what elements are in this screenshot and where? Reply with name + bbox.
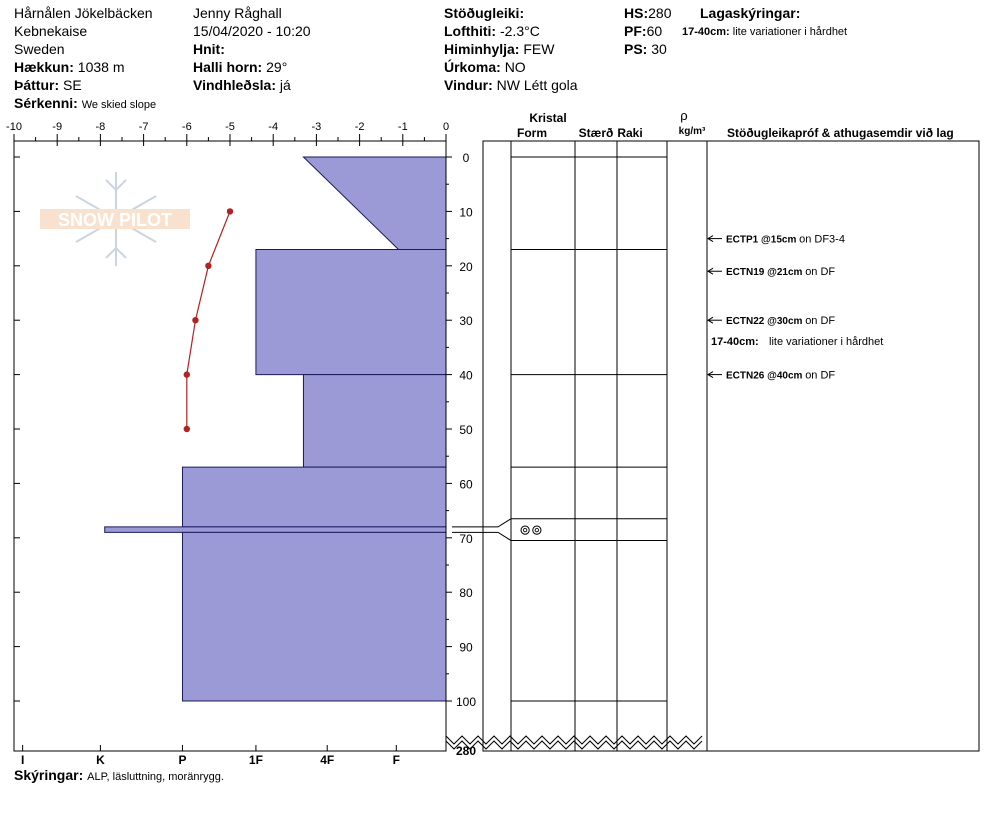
hardness-tick-label: F xyxy=(392,753,400,767)
grain-symbol: ⊚⊚ xyxy=(519,521,543,538)
aspect-label: Þáttur: xyxy=(14,77,60,93)
temperature-point xyxy=(192,317,198,323)
temp-tick-label: -4 xyxy=(268,121,279,133)
temperature-point xyxy=(184,371,190,377)
moisture-header: Raki xyxy=(617,126,643,140)
depth-tick-label: 10 xyxy=(459,205,473,220)
area: Kebnekaise xyxy=(14,23,88,39)
tests-header: Stöðugleikapróf & athugasemdir við lag xyxy=(727,126,954,140)
size-header: Stærð xyxy=(578,126,614,140)
country: Sweden xyxy=(14,41,65,57)
hardness-layers xyxy=(105,157,446,701)
temp-tick-label: -6 xyxy=(181,121,192,133)
hardness-layer xyxy=(182,467,446,527)
pf-label: PF: xyxy=(624,23,647,39)
crystal-header: Kristal xyxy=(529,111,567,125)
temp-tick-label: -7 xyxy=(138,121,149,133)
depth-tick-label: 40 xyxy=(459,368,473,383)
depth-tick-label: 20 xyxy=(459,259,473,274)
footer-notes-text: ALP, läsluttning, moränrygg. xyxy=(87,771,224,783)
depth-tick-label: 30 xyxy=(459,314,473,329)
depth-tick-label: 70 xyxy=(459,531,473,546)
depth-tick-label: 80 xyxy=(459,586,473,601)
form-header: Form xyxy=(517,126,547,140)
hardness-layer xyxy=(256,249,446,374)
test-label: ECTN19 @21cm xyxy=(726,267,803,279)
temp-tick-label: -3 xyxy=(311,121,322,133)
elevation-value: 1038 m xyxy=(77,59,125,75)
windload-value: já xyxy=(279,77,291,93)
hardness-layer xyxy=(182,532,446,701)
layer-comment-range: 17-40cm: xyxy=(711,336,759,348)
airtemp-label: Lofthiti: xyxy=(444,23,497,39)
pf-value: 60 xyxy=(646,23,663,39)
temp-tick-label: 0 xyxy=(442,121,450,133)
hardness-tick-label: K xyxy=(96,753,105,767)
rho-unit: kg/m³ xyxy=(678,126,706,137)
test-label: ECTP1 @15cm xyxy=(726,234,797,246)
windload-label: Vindhleðsla: xyxy=(193,77,276,93)
hardness-tick-label: 4F xyxy=(320,753,335,767)
slope-value: 29° xyxy=(266,59,288,75)
observer: Jenny Råghall xyxy=(193,5,282,21)
layer-connector xyxy=(483,519,511,527)
layer-notes-label: Lagaskýringar: xyxy=(700,5,801,21)
temperature-profile xyxy=(184,208,234,432)
temp-tick-label: -9 xyxy=(52,121,63,133)
hardness-tick-label: 1F xyxy=(248,753,263,767)
depth-tick-label: 100 xyxy=(455,695,477,709)
test-note: on DF xyxy=(805,315,836,328)
ps-value: 30 xyxy=(651,41,667,57)
depth-tick-label: 50 xyxy=(459,423,473,437)
temperature-point xyxy=(205,263,211,269)
test-note: on DF xyxy=(805,266,836,279)
hardness-tick-label: I xyxy=(20,753,25,767)
temp-tick-label: -5 xyxy=(225,121,235,133)
crystal-grid-frame xyxy=(483,141,979,751)
datetime: 15/04/2020 - 10:20 xyxy=(193,23,311,39)
temperature-point xyxy=(184,426,190,432)
hardness-tick-label: P xyxy=(178,753,187,767)
layer-connector xyxy=(483,532,511,540)
sky-value: FEW xyxy=(523,41,555,57)
hardness-layer xyxy=(303,157,446,249)
layer-comment-text: lite variationer i hårdhet xyxy=(769,336,884,348)
test-label: ECTN26 @40cm xyxy=(726,370,803,382)
depth-break-line xyxy=(446,736,702,744)
elevation-label: Hækkun: xyxy=(14,59,74,75)
location: Hårnålen Jökelbäcken xyxy=(14,5,153,21)
coords-label: Hnit: xyxy=(193,41,225,57)
temp-tick-label: -1 xyxy=(397,121,408,133)
aspect-value: SE xyxy=(63,77,82,93)
slope-label: Halli horn: xyxy=(193,59,263,75)
test-note: on DF3-4 xyxy=(799,233,845,246)
airtemp-value: -2.3°C xyxy=(499,23,540,39)
footer-notes-label: Skýringar: xyxy=(14,767,84,783)
depth-tick-label: 90 xyxy=(459,640,473,655)
hardness-layer xyxy=(303,375,446,467)
wind-value: NW Létt gola xyxy=(496,77,578,93)
test-note: on DF xyxy=(805,369,836,382)
wind-label: Vindur: xyxy=(444,77,493,93)
precip-value: NO xyxy=(504,59,526,75)
stability-label: Stöðugleiki: xyxy=(444,5,525,21)
depth-tick-label: 60 xyxy=(459,477,473,492)
layer-note-text: lite variationer i hårdhet xyxy=(732,26,848,38)
snow-pilot-logo xyxy=(40,172,190,266)
temp-tick-label: -2 xyxy=(354,121,365,133)
ps-label: PS: xyxy=(624,41,648,57)
layer-note-range: 17-40cm: xyxy=(682,26,730,38)
precip-label: Úrkoma: xyxy=(444,59,501,75)
logo-text: SNOW PILOT xyxy=(58,210,172,230)
rho-header: ρ xyxy=(680,108,688,123)
depth-bottom-label: 280 xyxy=(455,744,477,758)
sky-label: Himinhylja: xyxy=(444,41,520,57)
hs-value: 280 xyxy=(648,5,672,21)
stability-tests xyxy=(708,234,845,382)
temperature-point xyxy=(227,208,233,214)
layer-comment xyxy=(711,336,883,348)
test-label: ECTN22 @30cm xyxy=(726,316,803,328)
specifics-value: We skied slope xyxy=(81,99,157,111)
hs-label: HS: xyxy=(624,5,649,21)
crystal-grid xyxy=(446,141,979,751)
footer-notes xyxy=(14,767,224,785)
specifics-label: Sérkenni: xyxy=(14,95,78,111)
depth-tick-label: 0 xyxy=(462,151,470,165)
temp-tick-label: -10 xyxy=(6,121,22,133)
temp-tick-label: -8 xyxy=(95,121,106,133)
hardness-layer xyxy=(105,527,446,532)
